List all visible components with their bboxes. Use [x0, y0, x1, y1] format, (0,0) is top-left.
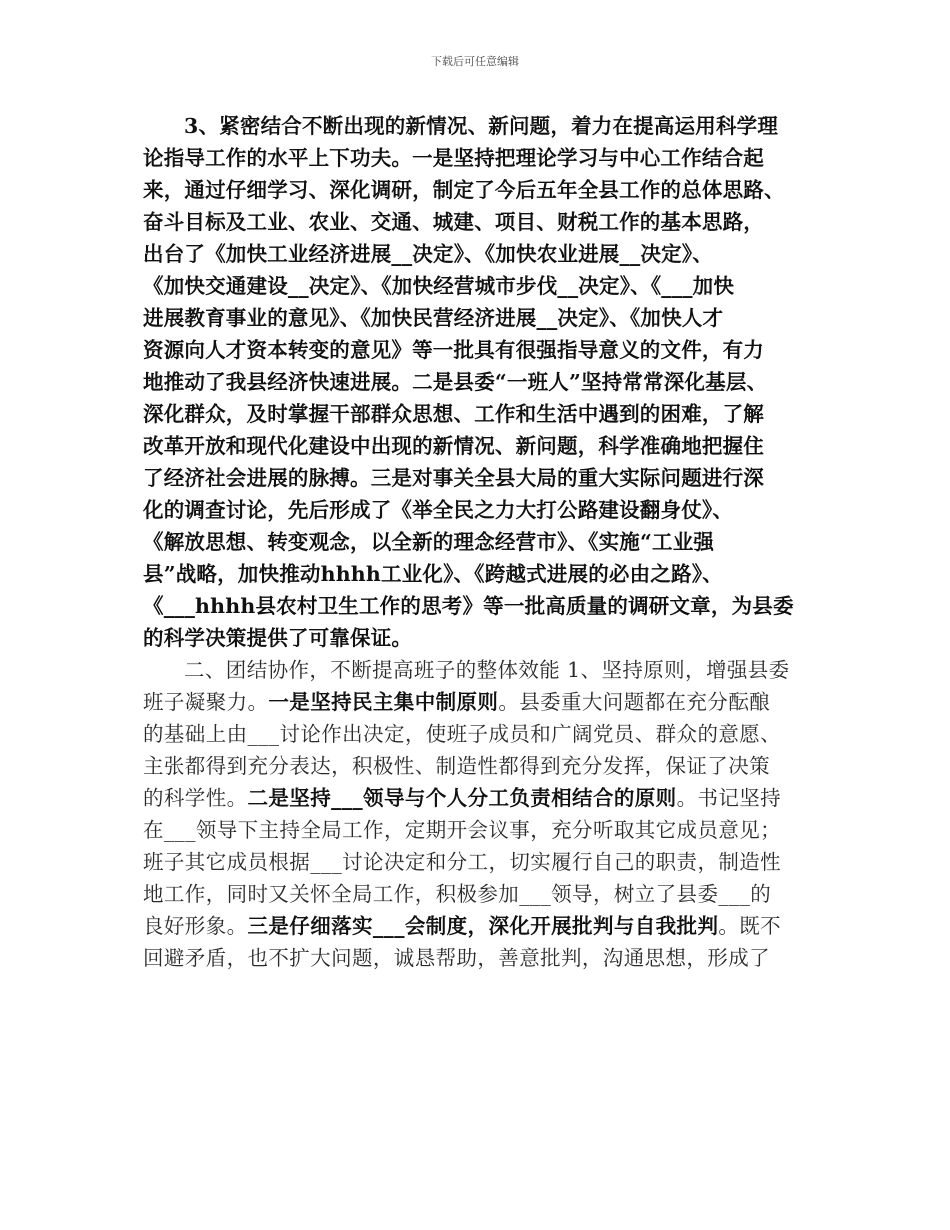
emphasis-text: 一是坚持民主集中制原则	[268, 690, 499, 714]
paragraph-2-line	[143, 910, 833, 942]
paragraph-2-text: 的科学性。	[143, 786, 248, 810]
paragraph-1-line: 了经济社会进展的脉搏。三是对事关全县大局的重大实际问题进行深	[143, 466, 764, 490]
paragraph-2-line: 地工作，同时又关怀全局工作，积极参加___领导，树立了县委___的	[143, 882, 772, 906]
paragraph-1-line: 的科学决策提供了可靠保证。	[143, 626, 413, 650]
paragraph-2-line: 主张都得到充分表达，积极性、制造性都得到充分发挥，保证了决策	[143, 754, 770, 778]
paragraph-1-line: 3、紧密结合不断出现的新情况、新问题，着力在提高运用科学理	[184, 114, 779, 138]
paragraph-2-line: 的基础上由___讨论作出决定，使班子成员和广阔党员、群众的意愿、	[143, 722, 782, 746]
paragraph-2-text: 。既不	[718, 914, 782, 938]
paragraph-1-line: 《解放思想、转变观念，以全新的理念经营市》、《实施“工业强	[143, 530, 715, 554]
paragraph-1-line: 《加快交通建设__决定》、《加快经营城市步伐__决定》、《___加快	[143, 274, 735, 298]
paragraph-1-line: 化的调查讨论，先后形成了《举全民之力大打公路建设翻身仗》、	[143, 498, 734, 522]
paragraph-1-line: 改革开放和现代化建设中出现的新情况、新问题，科学准确地把握住	[143, 434, 764, 458]
paragraph-2-line: 班子其它成员根据___讨论决定和分工，切实履行自己的职责，制造性	[143, 850, 782, 874]
paragraph-2-line	[143, 686, 833, 718]
emphasis-text: 二是坚持___领导与个人分工负责相结合的原则	[247, 786, 677, 810]
paragraph-2-line: 二、团结协作，不断提高班子的整体效能 1、坚持原则，增强县委	[184, 658, 790, 682]
document-body	[143, 110, 833, 974]
paragraph-1-line: 县”战略，加快推动hhhh工业化》、《跨越式进展的必由之路》、	[143, 562, 723, 586]
paragraph-1-line: 出台了《加快工业经济进展__决定》、《加快农业进展__决定》、	[143, 242, 713, 266]
paragraph-2-line: 回避矛盾，也不扩大问题，诚恳帮助，善意批判，沟通思想，形成了	[143, 946, 770, 970]
paragraph-2-text: 。书记坚持	[676, 786, 782, 810]
paragraph-2-line: 在___领导下主持全局工作，定期开会议事，充分听取其它成员意见；	[143, 818, 782, 842]
paragraph-1-line: 《___hhhh县农村卫生工作的思考》等一批高质量的调研文章，为县委	[143, 594, 794, 618]
paragraph-1-line: 地推动了我县经济快速进展。二是县委“一班人”坚持常常深化基层、	[143, 370, 768, 394]
paragraph-1-line: 论指导工作的水平上下功夫。一是坚持把理论学习与中心工作结合起	[143, 146, 764, 170]
paragraph-2-text: 班子凝聚力。	[143, 690, 269, 714]
paragraph-1-line: 来，通过仔细学习、深化调研，制定了今后五年全县工作的总体思路、	[143, 178, 785, 202]
paragraph-1-line: 奋斗目标及工业、农业、交通、城建、项目、财税工作的基本思路，	[143, 210, 764, 234]
paragraph-2-text: 。县委重大问题都在充分酝酿	[498, 690, 771, 714]
paragraph-2-text: 良好形象。	[143, 914, 248, 938]
paragraph-1-line: 资源向人才资本转变的意见》等一批具有很强指导意义的文件，有力	[143, 338, 764, 362]
paragraph-2	[143, 654, 833, 974]
paragraph-1-line: 进展教育事业的意见》、《加快民营经济进展__决定》、《加快人才	[143, 306, 724, 330]
paragraph-1	[143, 110, 833, 654]
page-header: 下载后可任意编辑	[431, 55, 519, 68]
paragraph-1-line: 深化群众，及时掌握干部群众思想、工作和生活中遇到的困难，了解	[143, 402, 764, 426]
emphasis-text: 三是仔细落实___会制度，深化开展批判与自我批判	[247, 914, 719, 938]
paragraph-2-line	[143, 782, 833, 814]
